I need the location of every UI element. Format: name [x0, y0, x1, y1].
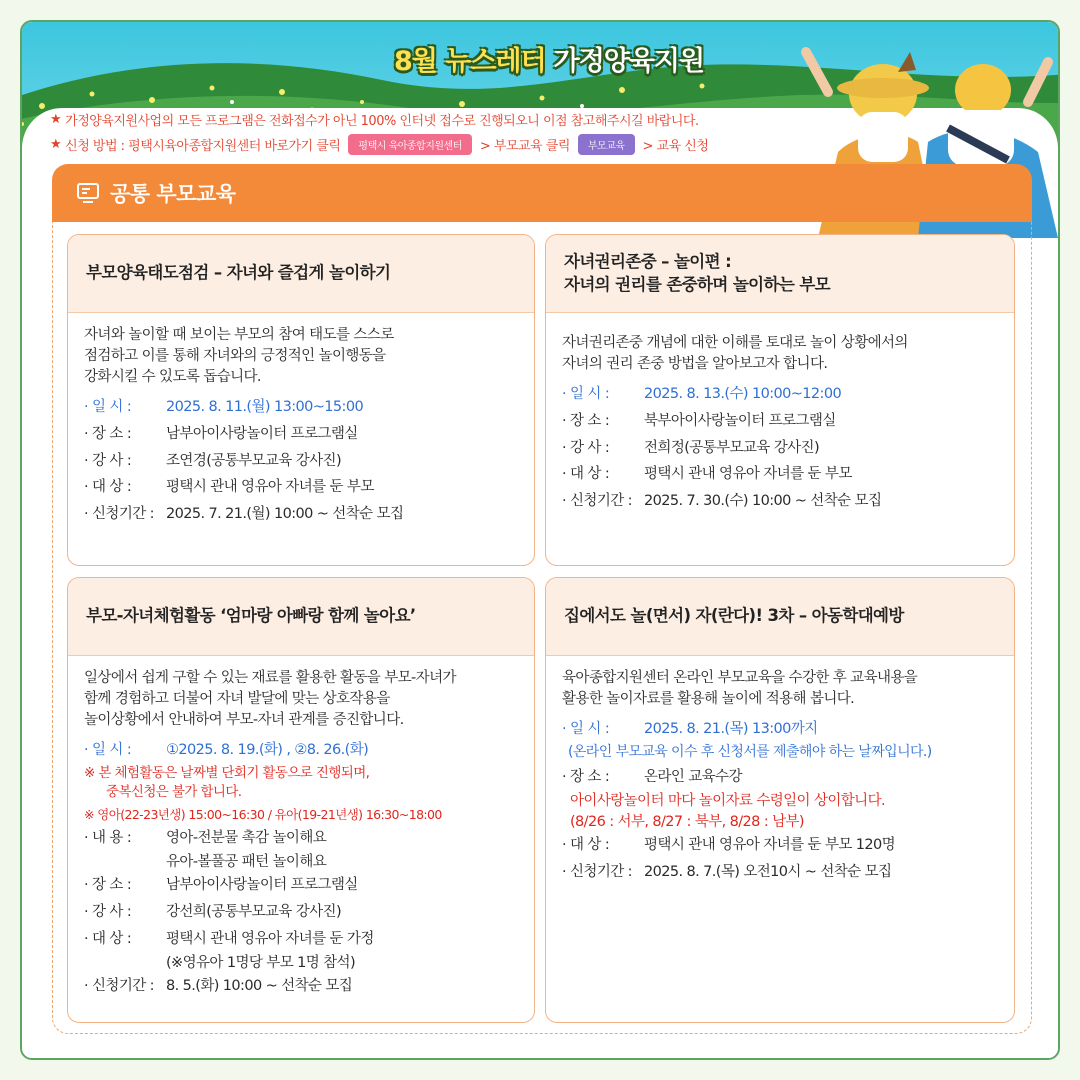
- info-value: 북부아이사랑놀이터 프로그램실: [644, 412, 836, 429]
- notice-apply: [50, 134, 708, 155]
- info-key: · 강 사 :: [84, 452, 132, 469]
- info-row-target: [562, 461, 998, 488]
- desc-line: 육아종합지원센터 온라인 부모교육을 수강한 후 교육내용을: [562, 670, 918, 686]
- place-note: (8/26 : 서부, 8/27 : 북부, 8/28 : 남부): [570, 813, 804, 830]
- info-row-place: [84, 872, 518, 899]
- info-key: · 장 소 :: [562, 412, 610, 429]
- info-key: · 일 시 :: [84, 742, 132, 759]
- section-title: 공통 부모교육: [110, 182, 236, 206]
- info-key: · 장 소 :: [562, 769, 610, 786]
- place-note: 아이사랑놀이터 마다 놀이자료 수령일이 상이합니다.: [570, 793, 885, 810]
- info-value: 평택시 관내 영유아 자녀를 둔 부모 120명: [644, 836, 896, 853]
- info-row-place: [562, 408, 998, 435]
- info-value: 2025. 8. 21.(목) 13:00까지: [644, 721, 818, 738]
- info-value: 전희정(공통부모교육 강사진): [644, 439, 820, 456]
- info-value: 조연경(공통부모교육 강사진): [166, 452, 342, 469]
- info-value-sub: 유아-볼풀공 패턴 놀이해요: [166, 853, 327, 870]
- card-title-line: 자녀권리존중 – 놀이편 :: [564, 252, 732, 272]
- card-title-line: 자녀의 권리를 존중하며 놀이하는 부모: [564, 274, 831, 294]
- warning-note: ※ 본 체험활동은 날짜별 단회기 활동으로 진행되며,: [84, 764, 370, 781]
- date-note: (온라인 부모교육 이수 후 신청서를 제출해야 하는 날짜입니다.): [568, 743, 932, 760]
- card-title: 부모-자녀체험활동 ‘엄마랑 아빠랑 함께 놀아요’: [68, 578, 534, 656]
- title-program: 가정양육지원: [553, 45, 705, 77]
- star-icon: ★: [50, 137, 62, 152]
- newsletter-title: [380, 36, 718, 80]
- info-key: · 신청기간 :: [562, 493, 632, 510]
- info-value: ①2025. 8. 19.(화) , ②8. 26.(화): [166, 742, 369, 759]
- info-value: 평택시 관내 영유아 자녀를 둔 가정: [166, 930, 374, 947]
- program-card-4: [545, 577, 1015, 1023]
- desc-line: 놀이상황에서 안내하여 부모-자녀 관계를 증진합니다.: [84, 712, 404, 729]
- info-key: · 대 상 :: [562, 466, 610, 483]
- info-key: · 일 시 :: [562, 721, 610, 738]
- warning-note: 중복신청은 불가 합니다.: [106, 783, 242, 800]
- program-card-1: [67, 234, 535, 566]
- info-value: 2025. 8. 7.(목) 오전10시 ~ 선착순 모집: [644, 863, 892, 880]
- center-link-button[interactable]: 평택시 육아종합지원센터: [348, 134, 471, 155]
- desc-line: 활용한 놀이자료를 활용해 놀이에 적용해 봅니다.: [562, 691, 855, 708]
- info-value: 영아-전분물 촉감 놀이해요: [166, 830, 327, 847]
- info-value-sub: (※영유아 1명당 부모 1명 참석): [166, 954, 356, 971]
- notice-apply-text: 신청 방법 : 평택시육아종합지원센터 바로가기 클릭: [65, 139, 341, 154]
- info-row-place: [562, 764, 998, 791]
- info-value: 2025. 7. 21.(월) 10:00 ~ 선착순 모집: [166, 506, 404, 523]
- info-row-period: [562, 859, 998, 886]
- monitor-icon: [76, 182, 100, 204]
- info-row-lecturer: [562, 435, 998, 462]
- info-row-date: [562, 716, 998, 743]
- info-row-date: [84, 394, 518, 421]
- info-key: · 강 사 :: [562, 439, 610, 456]
- info-value: 강선희(공통부모교육 강사진): [166, 904, 342, 921]
- program-card-3: [67, 577, 535, 1023]
- card-title: 부모양육태도점검 – 자녀와 즐겁게 놀이하기: [68, 235, 534, 313]
- info-key: · 신청기간 :: [84, 977, 154, 994]
- info-key: · 신청기간 :: [562, 863, 632, 880]
- card-description: [84, 325, 518, 388]
- desc-line: 자녀권리존중 개념에 대한 이해를 토대로 놀이 상황에서의: [562, 335, 908, 351]
- time-note: ※ 영아(22-23년생) 15:00~16:30 / 유아(19-21년생) 16:30~18:00: [84, 806, 442, 822]
- info-key: · 대 상 :: [84, 479, 132, 496]
- info-value: 온라인 교육수강: [644, 769, 742, 786]
- info-row-place: [84, 421, 518, 448]
- info-value: 2025. 7. 30.(수) 10:00 ~ 선착순 모집: [644, 493, 882, 510]
- notice-online: [50, 110, 699, 129]
- info-row-lecturer: [84, 448, 518, 475]
- card-title: [546, 235, 1014, 313]
- newsletter-frame: [20, 20, 1060, 1060]
- info-row-lecturer: [84, 899, 518, 926]
- desc-line: 점검하고 이를 통해 자녀와의 긍정적인 놀이행동을: [84, 348, 386, 365]
- info-key: · 강 사 :: [84, 904, 132, 921]
- info-row-period: [84, 501, 518, 528]
- info-row-target: [84, 926, 518, 953]
- info-row-date: [562, 381, 998, 408]
- title-month: 8월 뉴스레터: [394, 45, 546, 77]
- info-row-period: [84, 973, 518, 1000]
- info-value: 남부아이사랑놀이터 프로그램실: [166, 425, 358, 442]
- desc-line: 자녀의 권리 존중 방법을 알아보고자 합니다.: [562, 356, 828, 373]
- info-row-date: [84, 737, 518, 764]
- program-card-2: [545, 234, 1015, 566]
- info-value: 평택시 관내 영유아 자녀를 둔 부모: [644, 466, 852, 483]
- info-value: 8. 5.(화) 10:00 ~ 선착순 모집: [166, 977, 353, 994]
- info-key: · 내 용 :: [84, 830, 132, 847]
- info-key: · 일 시 :: [84, 399, 132, 416]
- card-title: 집에서도 놀(면서) 자(란다)! 3차 – 아동학대예방: [546, 578, 1014, 656]
- info-value: 2025. 8. 11.(월) 13:00~15:00: [166, 399, 364, 416]
- notice-apply-step3: > 교육 신청: [642, 139, 709, 154]
- info-row-content: [84, 825, 518, 852]
- card-description: [562, 668, 998, 710]
- parent-edu-button[interactable]: 부모교육: [578, 134, 635, 155]
- info-value: 평택시 관내 영유아 자녀를 둔 부모: [166, 479, 374, 496]
- card-description: [84, 668, 518, 731]
- card-description: [562, 333, 998, 375]
- info-key: · 신청기간 :: [84, 506, 154, 523]
- notice-online-text: 가정양육지원사업의 모든 프로그램은 전화접수가 아닌 100% 인터넷 접수로 진행되오니 이점 참고해주시길 바랍니다.: [65, 114, 699, 129]
- star-icon: ★: [50, 112, 62, 127]
- info-value: 2025. 8. 13.(수) 10:00~12:00: [644, 386, 842, 403]
- notice-apply-step2: > 부모교육 클릭: [479, 139, 570, 154]
- info-value: 남부아이사랑놀이터 프로그램실: [166, 877, 358, 894]
- info-key: · 대 상 :: [562, 836, 610, 853]
- info-key: · 장 소 :: [84, 877, 132, 894]
- info-key: · 대 상 :: [84, 930, 132, 947]
- desc-line: 자녀와 놀이할 때 보이는 부모의 참여 태도를 스스로: [84, 327, 394, 343]
- info-row-target: [84, 474, 518, 501]
- desc-line: 일상에서 쉽게 구할 수 있는 재료를 활용한 활동을 부모-자녀가: [84, 670, 456, 686]
- info-key: · 일 시 :: [562, 386, 610, 403]
- desc-line: 강화시킬 수 있도록 돕습니다.: [84, 369, 261, 386]
- desc-line: 함께 경험하고 더불어 자녀 발달에 맞는 상호작용을: [84, 691, 390, 708]
- info-key: · 장 소 :: [84, 425, 132, 442]
- section-header: [52, 164, 1032, 222]
- info-row-period: [562, 488, 998, 515]
- info-row-target: [562, 832, 998, 859]
